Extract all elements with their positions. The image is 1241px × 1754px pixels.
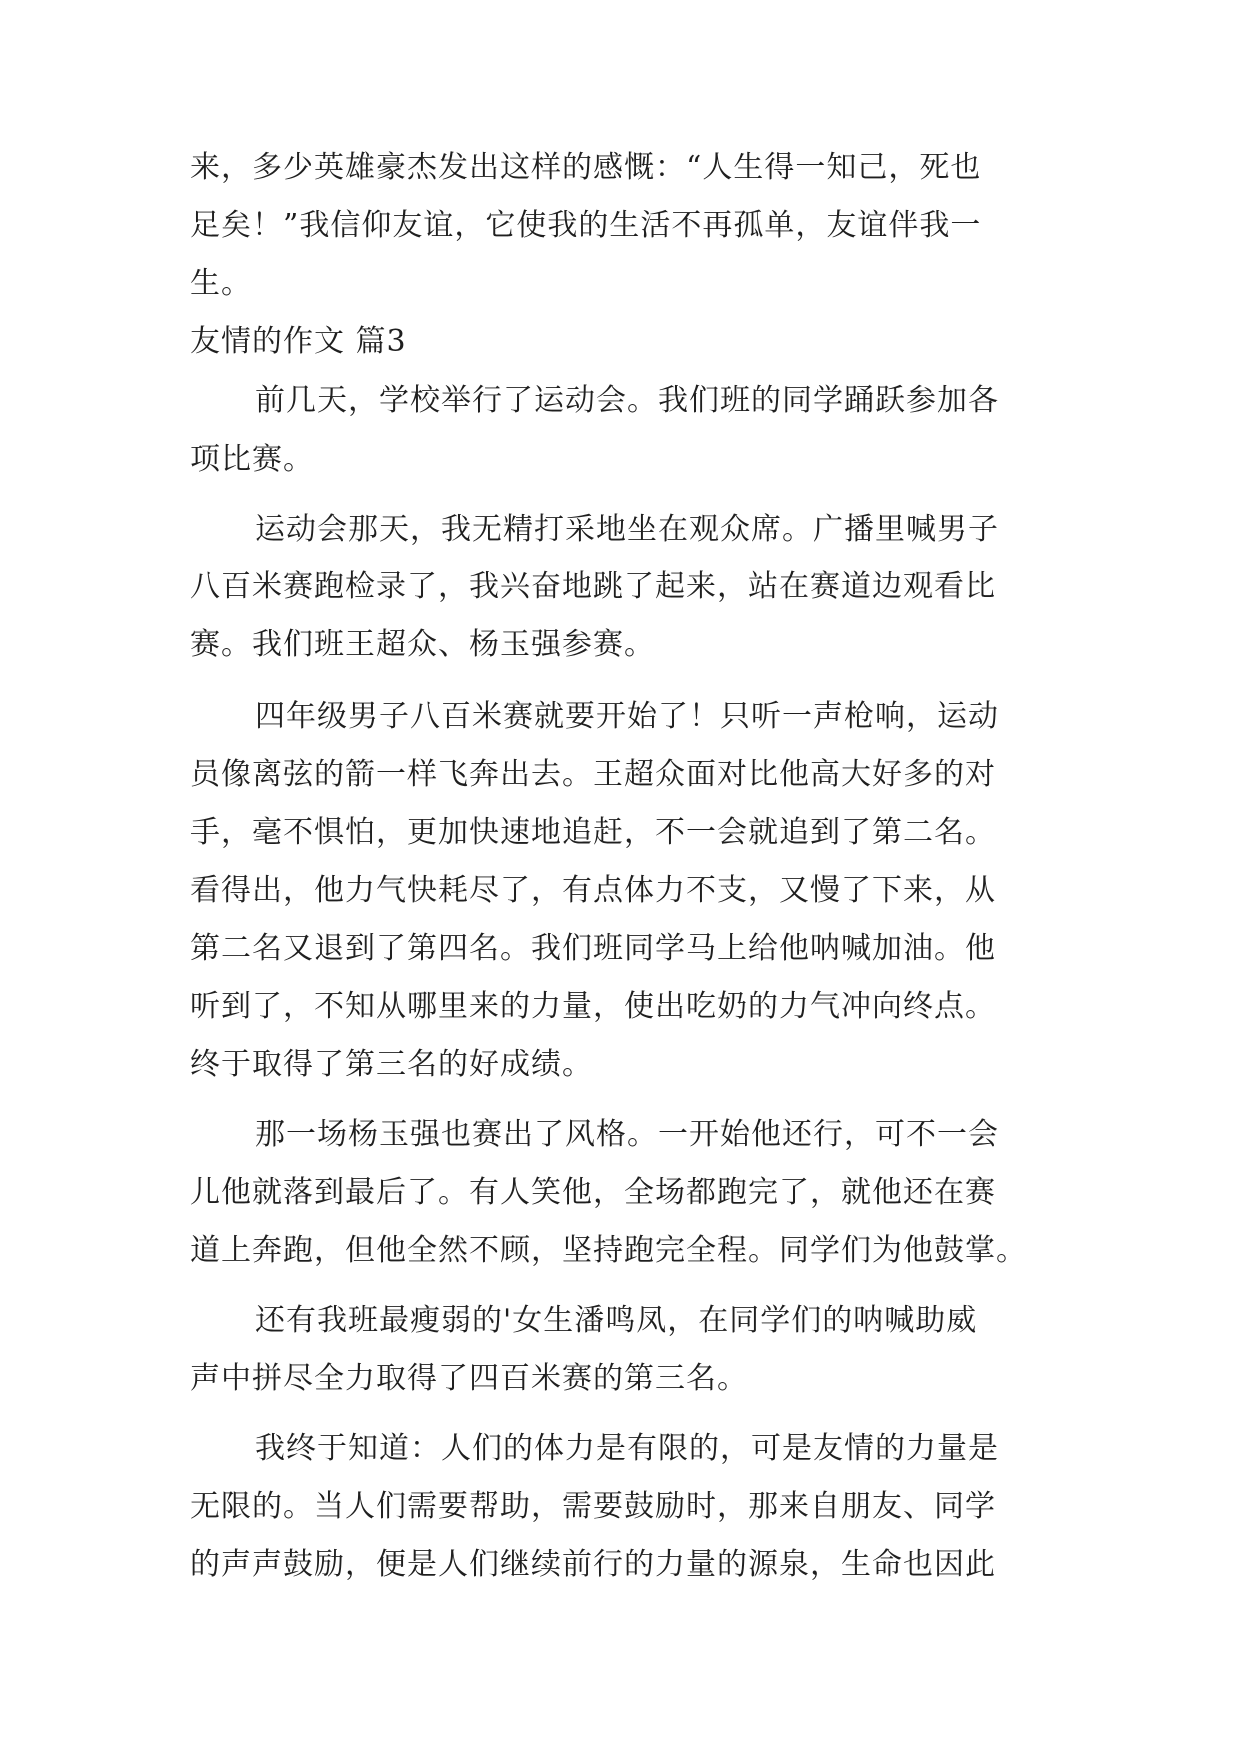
text-line: 生。 bbox=[190, 266, 252, 301]
text-line: 听到了，不知从哪里来的力量，使出吃奶的力气冲向终点。 bbox=[190, 989, 996, 1024]
text-line: 那一场杨玉强也赛出了风格。一开始他还行，可不一会 bbox=[255, 1117, 999, 1152]
text-line: 还有我班最瘦弱的'女生潘鸣凤，在同学们的呐喊助威 bbox=[255, 1303, 978, 1338]
text-line: 员像离弦的箭一样飞奔出去。王超众面对比他高大好多的对 bbox=[190, 757, 996, 792]
text-line: 我终于知道：人们的体力是有限的，可是友情的力量是 bbox=[255, 1431, 999, 1466]
text-line: 无限的。当人们需要帮助，需要鼓励时，那来自朋友、同学 bbox=[190, 1489, 996, 1524]
text-line: 八百米赛跑检录了，我兴奋地跳了起来，站在赛道边观看比 bbox=[190, 569, 996, 604]
text-line: 项比赛。 bbox=[190, 442, 314, 477]
text-line: 的声声鼓励，便是人们继续前行的力量的源泉，生命也因此 bbox=[190, 1547, 996, 1582]
text-line: 运动会那天，我无精打采地坐在观众席。广播里喊男子 bbox=[255, 512, 999, 547]
text-line: 来，多少英雄豪杰发出这样的感慨：“人生得一知己，死也 bbox=[190, 150, 982, 185]
text-line: 声中拼尽全力取得了四百米赛的第三名。 bbox=[190, 1361, 748, 1396]
text-line: 足矣！”我信仰友谊，它使我的生活不再孤单，友谊伴我一 bbox=[190, 208, 982, 243]
text-line: 手，毫不惧怕，更加快速地追赶，不一会就追到了第二名。 bbox=[190, 815, 996, 850]
text-line: 前几天，学校举行了运动会。我们班的同学踊跃参加各 bbox=[255, 383, 999, 418]
text-line: 四年级男子八百米赛就要开始了！只听一声枪响，运动 bbox=[255, 699, 999, 734]
text-line: 终于取得了第三名的好成绩。 bbox=[190, 1047, 593, 1082]
text-line: 儿他就落到最后了。有人笑他，全场都跑完了，就他还在赛 bbox=[190, 1175, 996, 1210]
text-line: 道上奔跑，但他全然不顾，坚持跑完全程。同学们为他鼓掌。 bbox=[190, 1233, 1027, 1268]
text-line: 第二名又退到了第四名。我们班同学马上给他呐喊加油。他 bbox=[190, 931, 996, 966]
text-line: 看得出，他力气快耗尽了，有点体力不支，又慢了下来，从 bbox=[190, 873, 996, 908]
section-heading: 友情的作文 篇3 bbox=[190, 324, 407, 359]
text-line: 赛。我们班王超众、杨玉强参赛。 bbox=[190, 627, 655, 662]
